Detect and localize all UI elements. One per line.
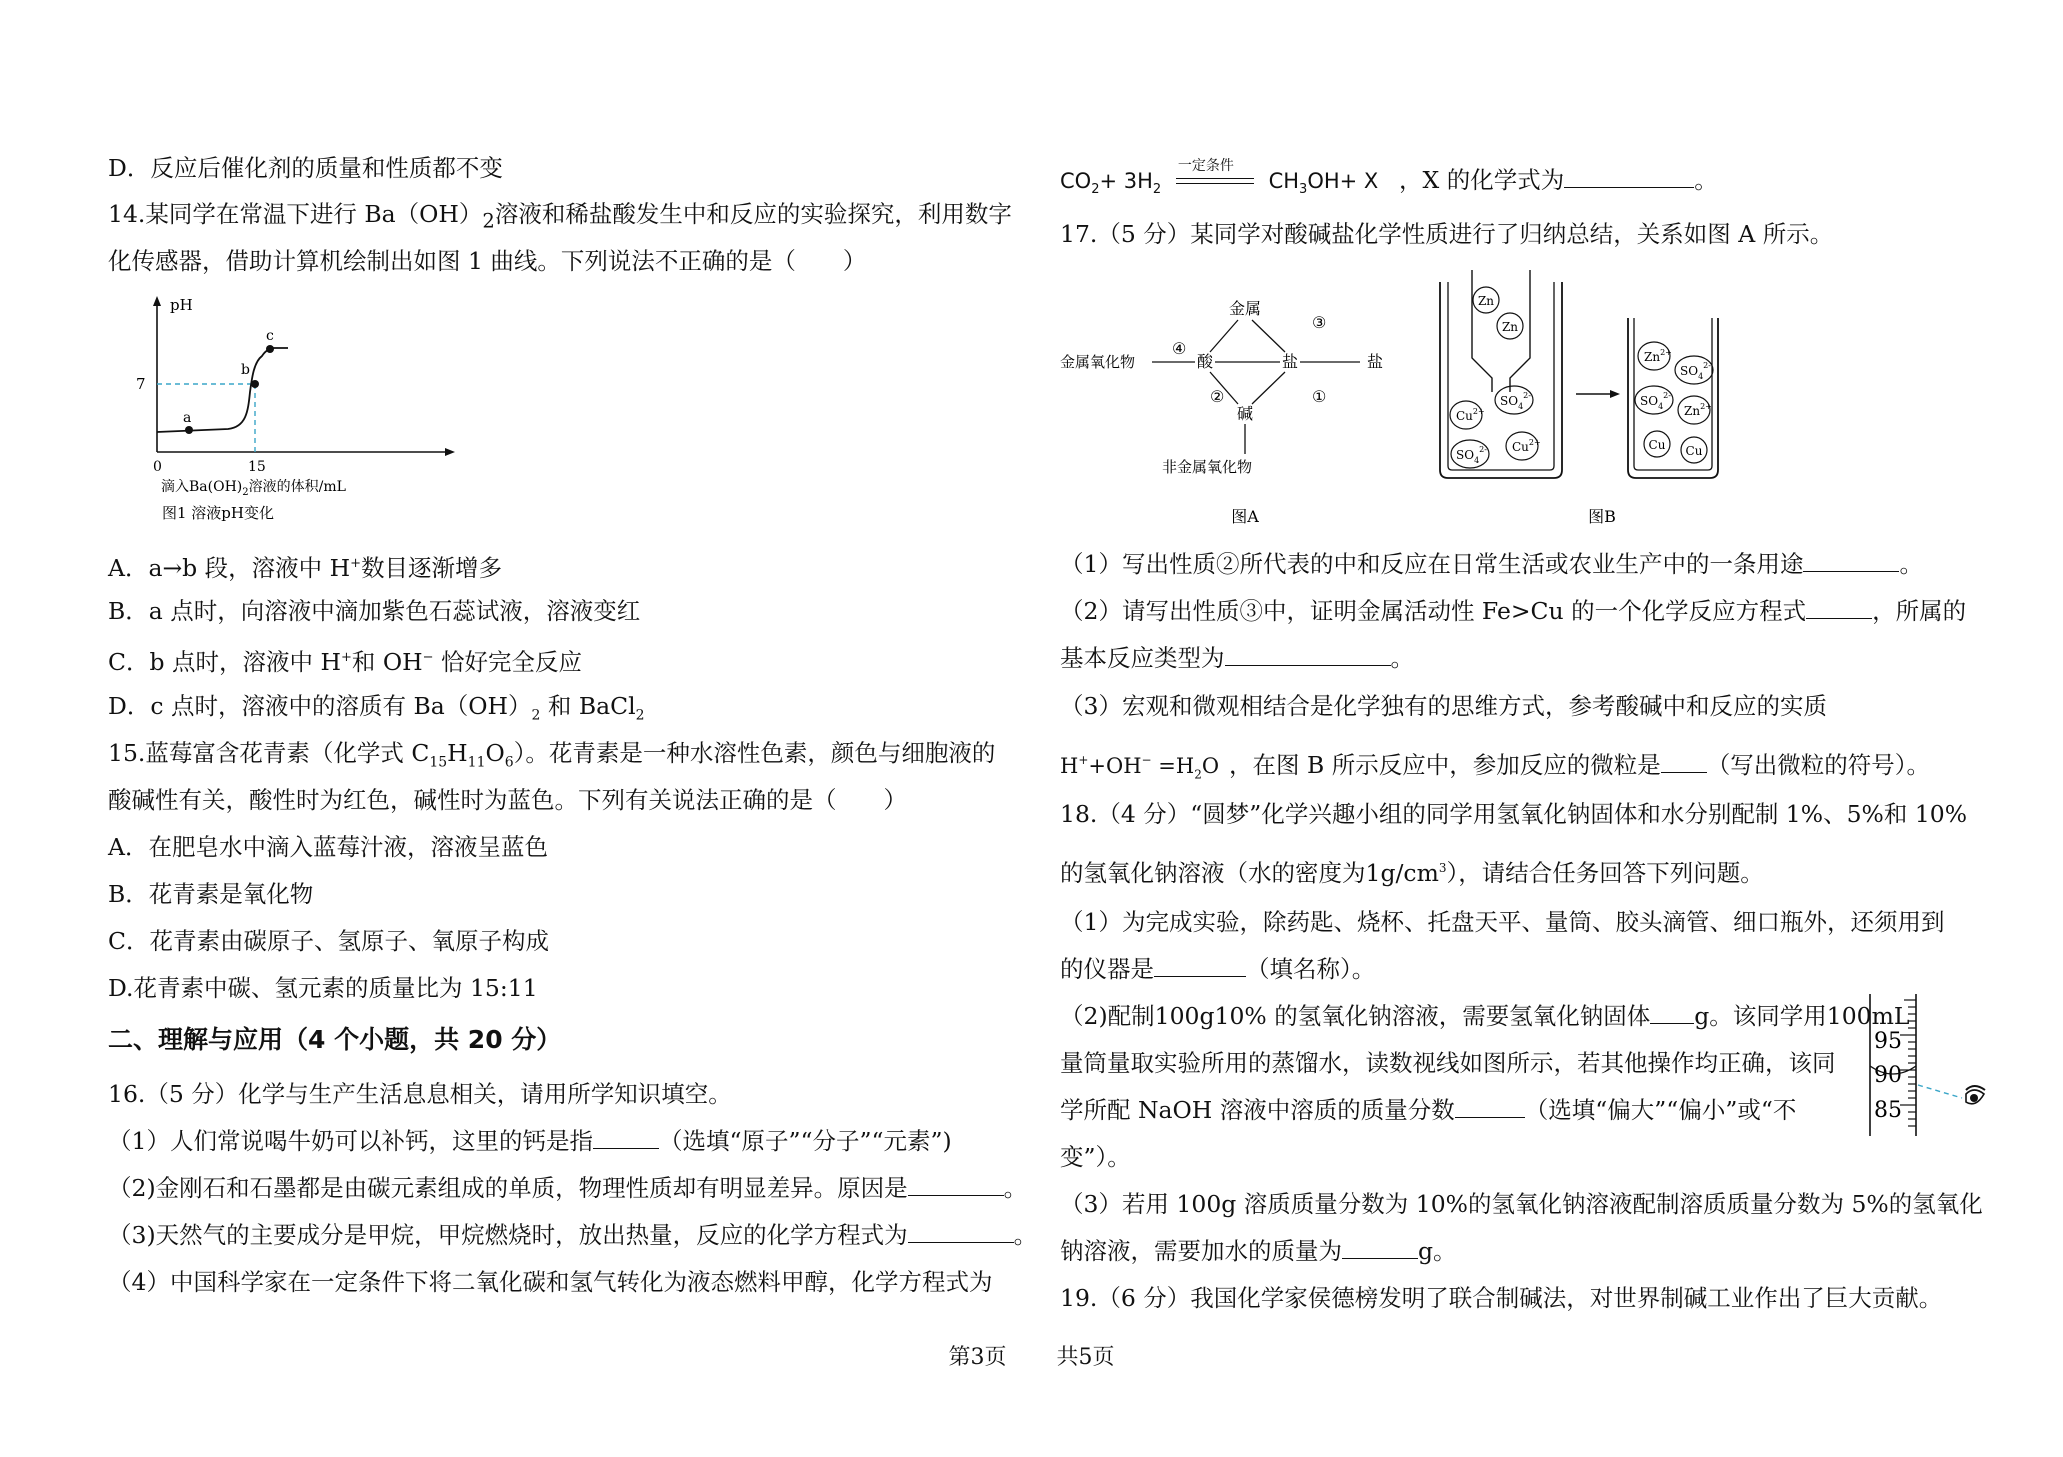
svg-text:Cu: Cu [1685,444,1703,458]
answer-blank [1803,549,1899,572]
svg-text:①: ① [1312,387,1327,406]
condition-label: 一定条件 [1177,158,1234,174]
svg-text:酸: 酸 [1196,352,1214,371]
answer-blank [1650,1001,1694,1024]
q17-part2b: 基本反应类型为 。 [1060,644,1414,672]
answer-blank [1564,165,1694,188]
q18-part1b: 的仪器是 （填名称）。 [1060,955,1376,983]
answer-blank [1154,954,1246,977]
svg-text:SO42-: $SO_4^{2-}$ [1500,391,1531,411]
svg-text:金属氧化物: 金属氧化物 [1060,353,1136,371]
figure-a-caption: 图A [1231,507,1259,526]
q14-option-a: A．a→b 段，溶液中 H+数目逐渐增多 [108,553,503,582]
text: 溶液和稀盐酸发生中和反应的实验探究，利用数字 [494,200,1012,228]
figure-b-caption: 图B [1588,507,1616,526]
zinc-copper-reaction-figure [1426,270,1726,532]
q18-title: 18.（4 分）“圆梦”化学兴趣小组的同学用氢氧化钠固体和水分别配制 1%、5%和 10% [1060,800,1968,828]
q16-part1: （1）人们常说喝牛奶可以补钙，这里的钙是指 （选填“原子”“分子”“元素”) [108,1127,952,1155]
svg-text:金属: 金属 [1228,299,1262,318]
q19-title: 19.（6 分）我国化学家侯德榜发明了联合制碱法，对世界制碱工业作出了巨大贡献。 [1060,1284,1943,1312]
answer-blank [1225,643,1391,666]
q17-part3: （3）宏观和微观相结合是化学独有的思维方式，参考酸碱中和反应的实质 [1060,692,1827,720]
q14-option-d: D．c 点时，溶液中的溶质有 $Ba(OH)_2$ 和 BaCl$_2$ [108,692,645,724]
y-tick-7: 7 [136,375,146,393]
q17-part2: （2）请写出性质③中，证明金属活动性 Fe>Cu 的一个化学反应方程式 ，所属的 [1060,597,1967,625]
label-c: c [266,328,274,344]
svg-text:Zn: Zn [1501,320,1519,334]
page-number: 第3页 [948,1345,1007,1370]
reaction-arrow [1176,158,1254,192]
x-axis-label: 滴入$Ba(OH)_2$溶液的体积/mL [161,479,346,498]
q14-option-c: C．b 点时，溶液中 H+和 OH− 恰好完全反应 [108,647,582,676]
acid-base-salt-diagram [1060,282,1410,532]
q15-option-a: A．在肥皂水中滴入蓝莓汁液，溶液呈蓝色 [108,833,548,861]
text: 2 [482,209,495,233]
svg-text:盐: 盐 [1366,352,1384,371]
label-b: b [241,362,250,378]
svg-text:Zn: Zn [1477,294,1495,308]
q16-title: 16.（5 分）化学与生产生活息息相关，请用所学知识填空。 [108,1080,732,1108]
q14-stem-line1 [108,198,1012,238]
q13-option-d: D．反应后催化剂的质量和性质都不变 [108,154,503,182]
q18-part3: （3）若用 100g 溶质质量分数为 10%的氢氧化钠溶液配制溶质质量分数为 5%的氢氧化 [1060,1190,1983,1218]
svg-text:③: ③ [1312,313,1327,332]
point-c [266,345,274,353]
svg-text:Cu2+: $Cu^{2+}$ [1512,438,1541,454]
point-b [251,380,259,388]
graduated-cylinder-figure [1866,990,1990,1140]
svg-text:碱: 碱 [1236,404,1254,423]
q15-option-d: D.花青素中碳、氢元素的质量比为 15:11 [108,974,538,1002]
text: 14.某同学在常温下进行 Ba（OH） [108,200,483,228]
q15-option-b: B．花青素是氧化物 [108,880,314,908]
q18-part3b: 钠溶液，需要加水的质量为 g。 [1060,1237,1457,1265]
svg-text:②: ② [1210,387,1225,406]
q15-option-c: C．花青素由碳原子、氢原子、氧原子构成 [108,927,549,955]
svg-text:SO42-: $SO_4^{2-}$ [1456,445,1487,465]
q14-option-b: B．a 点时，向溶液中滴加紫色石蕊试液，溶液变红 [108,597,641,625]
q16-part2: （2)金刚石和石墨都是由碳元素组成的单质，物理性质却有明显差异。原因是 。 [108,1174,1028,1202]
svg-text:Cu: Cu [1648,438,1666,452]
q18-part2b: 量筒量取实验所用的蒸馏水，读数视线如图所示，若其他操作均正确，该同 [1060,1049,1836,1077]
figure-caption: 图1 溶液pH变化 [162,504,274,522]
ph-curve-figure [128,292,488,532]
q18-part1: （1）为完成实验，除药匙、烧杯、托盘天平、量筒、胶头滴管、细口瓶外，还须用到 [1060,908,1945,936]
q18-part2c: 学所配 NaOH 溶液中溶质的质量分数 （选填“偏大”“偏小”或“不 [1060,1096,1797,1124]
page-footer [0,1340,2063,1371]
answer-blank [1661,750,1707,773]
q16-part4: （4）中国科学家在一定条件下将二氧化碳和氢气转化为液态燃料甲醇，化学方程式为 [108,1268,993,1296]
svg-text:SO42-: $SO_4^{2-}$ [1680,361,1711,381]
svg-text:非金属氧化物: 非金属氧化物 [1162,458,1253,476]
svg-text:Cu2+: $Cu^{2+}$ [1456,407,1485,423]
point-a [185,426,193,434]
q18-part2: （2)配制100g10% 的氢氧化钠溶液，需要氢氧化钠固体 g。该同学用100mL [1060,1002,1910,1030]
tick-90: 90 [1874,1063,1902,1088]
x-tick-15: 15 [248,459,266,475]
y-axis-label: pH [170,296,193,314]
tick-95: 95 [1874,1029,1902,1054]
answer-blank [1342,1236,1418,1259]
x-tick-0: 0 [153,459,162,475]
answer-blank [908,1173,1004,1196]
svg-text:盐: 盐 [1281,352,1299,371]
q16-part3: （3)天然气的主要成分是甲烷，甲烷燃烧时，放出热量，反应的化学方程式为 。 [108,1221,1038,1249]
q17-part3b: $H^++OH^- =H_2O$ ，在图 B 所示反应中，参加反应的微粒是 （写出微粒的符号）。 [1060,750,1931,782]
q14-stem-line2: 化传感器，借助计算机绘制出如图 1 曲线。下列说法不正确的是（ ） [108,247,867,275]
svg-text:Zn2+: $Zn^{2+}$ [1684,402,1712,418]
answer-blank [908,1220,1014,1243]
answer-blank [593,1126,659,1149]
label-a: a [183,410,192,426]
q18-title2: 的氢氧化钠溶液（水的密度为$1g/cm^3$），请结合任务回答下列问题。 [1060,858,1764,887]
q17-part1: （1）写出性质②所代表的中和反应在日常生活或农业生产中的一条用途 。 [1060,550,1923,578]
q18-part2d: 变”）。 [1060,1143,1131,1171]
answer-blank [1455,1095,1525,1118]
answer-blank [1806,596,1872,619]
q17-title: 17.（5 分）某同学对酸碱盐化学性质进行了归纳总结，关系如图 A 所示。 [1060,220,1834,248]
section-heading: 二、理解与应用（4 个小题，共 20 分） [108,1025,562,1054]
methanol-equation: $CO_2+ 3H_2$ 一定条件 $CH_3OH+ X$ ，X 的化学式为 。 [1060,164,1718,206]
svg-text:Zn2+: $Zn^{2+}$ [1644,348,1672,364]
svg-text:④: ④ [1172,339,1187,358]
page-total: 共5页 [1056,1345,1115,1370]
q15-stem-line2: 酸碱性有关，酸性时为红色，碱性时为蓝色。下列有关说法正确的是（ ） [108,786,907,814]
svg-text:SO42-: $SO_4^{2-}$ [1640,391,1671,411]
q15-stem-line1: 15.蓝莓富含花青素（化学式 $C_{15}H_{11}O_6$）。花青素是一种水溶性色素，颜色与细胞液的 [108,739,996,771]
tick-85: 85 [1874,1098,1902,1123]
